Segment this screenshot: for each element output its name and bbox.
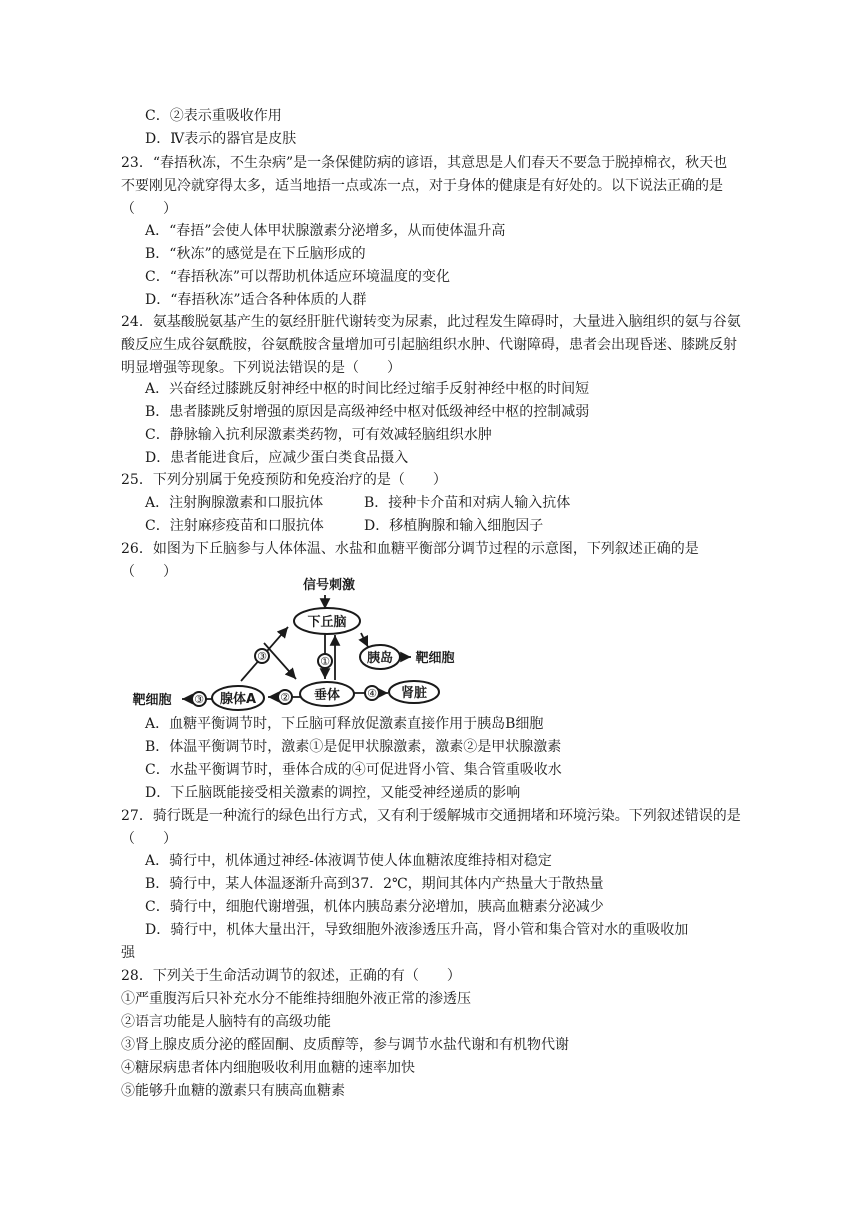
target-cell-left-label: 靶细胞 (132, 693, 172, 708)
num-2: ② (280, 691, 290, 704)
pituitary-label: 垂体 (313, 688, 341, 703)
q25-option-c: C．注射麻疹疫苗和口服抗体 (145, 518, 324, 534)
q22-option-c: C．②表示重吸收作用 (145, 108, 282, 124)
q27-option-b: B．骑行中，某人体温逐渐升高到37．2℃，期间其体内产热量大于散热量 (145, 876, 604, 892)
gland-a-label: 腺体A (219, 692, 257, 707)
num-4: ④ (367, 687, 377, 700)
num-3-upper: ③ (257, 650, 267, 663)
q28-statement-3: ③肾上腺皮质分泌的醛固酮、皮质醇等，参与调节水盐代谢和有机物代谢 (121, 1037, 569, 1053)
q27-stem: 27．骑行既是一种流行的绿色出行方式，又有利于缓解城市交通拥堵和环境污染。下列叙述错误的是（ ） (121, 808, 741, 847)
q26-option-c: C．水盐平衡调节时，垂体合成的④可促进肾小管、集合管重吸收水 (145, 762, 562, 778)
q24-option-a: A．兴奋经过膝跳反射神经中枢的时间比经过缩手反射神经中枢的时间短 (145, 381, 590, 397)
q25-option-d: D．移植胸腺和输入细胞因子 (364, 518, 544, 534)
q26-option-b: B．体温平衡调节时，激素①是促甲状腺激素，激素②是甲状腺激素 (145, 739, 562, 755)
q23-stem: 23．“春捂秋冻，不生杂病”是一条保健防病的谚语，其意思是人们春天不要急于脱掉棉衣，秋天也不要刚见冷就穿得太多，适当地捂一点或冻一点，对于身体的健康是有好处的。以下说法正确的是（ ） (121, 155, 728, 217)
num-3-lower: ③ (194, 693, 204, 706)
q26-option-a: A．血糖平衡调节时，下丘脑可释放促激素直接作用于胰岛B细胞 (145, 716, 544, 732)
q25-option-a: A．注射胸腺激素和口服抗体 (145, 495, 324, 511)
q28-stem: 28．下列关于生命活动调节的叙述，正确的有（ ） (121, 968, 461, 984)
q27-option-a: A．骑行中，机体通过神经-体液调节使人体血糖浓度维持相对稳定 (145, 853, 552, 869)
q27-option-d-continued: 强 (121, 945, 135, 961)
q23-option-c: C．“春捂秋冻”可以帮助机体适应环境温度的变化 (145, 269, 451, 285)
q26-option-d: D．下丘脑既能接受相关激素的调控，又能受神经递质的影响 (145, 785, 521, 801)
q28-statement-4: ④糖尿病患者体内细胞吸收利用血糖的速率加快 (121, 1060, 415, 1076)
q24-option-b: B．患者膝跳反射增强的原因是高级神经中枢对低级神经中枢的控制减弱 (145, 404, 590, 420)
q23-option-d: D．“春捂秋冻”适合各种体质的人群 (145, 292, 367, 308)
num-1: ① (320, 655, 330, 668)
q24-stem: 24．氨基酸脱氨基产生的氨经肝脏代谢转变为尿素，此过程发生障碍时，大量进入脑组织的氨与谷氨酸反应生成谷氨酰胺，谷氨酰胺含量增加可引起脑组织水肿、代谢障碍，患者会出现昏迷、膝跳反射明显增强等现象。下列说法错误的是（ ） (121, 314, 741, 376)
q25-stem: 25．下列分别属于免疫预防和免疫治疗的是（ ） (121, 472, 447, 488)
q24-option-c: C．静脉输入抗利尿激素类药物，可有效减轻脑组织水肿 (145, 427, 492, 443)
q23-option-b: B．“秋冻”的感觉是在下丘脑形成的 (145, 246, 366, 262)
q28-statement-1: ①严重腹泻后只补充水分不能维持细胞外液正常的渗透压 (121, 991, 471, 1007)
pancreas-label: 胰岛 (366, 651, 394, 666)
hypothalamus-label: 下丘脑 (307, 615, 347, 630)
q24-option-d: D．患者能进食后，应减少蛋白类食品摄入 (145, 450, 409, 466)
signal-label: 信号刺激 (302, 578, 356, 593)
q27-option-d: D．骑行中，机体大量出汗，导致细胞外液渗透压升高，肾小管和集合管对水的重吸收加 (145, 922, 689, 938)
q26-stem: 26．如图为下丘脑参与人体体温、水盐和血糖平衡部分调节过程的示意图，下列叙述正确的是（ ） (121, 541, 699, 580)
q28-statement-2: ②语言功能是人脑特有的高级功能 (121, 1014, 331, 1030)
target-cell-right-label: 靶细胞 (415, 651, 455, 666)
q27-option-c: C．骑行中，细胞代谢增强，机体内胰岛素分泌增加，胰高血糖素分泌减少 (145, 899, 604, 915)
q28-statement-5: ⑤能够升血糖的激素只有胰高血糖素 (121, 1083, 345, 1099)
q25-option-b: B．接种卡介苗和对病人输入抗体 (364, 495, 571, 511)
kidney-label: 肾脏 (400, 686, 428, 701)
q23-option-a: A．“春捂”会使人体甲状腺激素分泌增多，从而使体温升高 (145, 223, 506, 239)
q22-option-d: D．Ⅳ表示的器官是皮肤 (145, 131, 297, 147)
regulation-diagram (128, 575, 468, 715)
